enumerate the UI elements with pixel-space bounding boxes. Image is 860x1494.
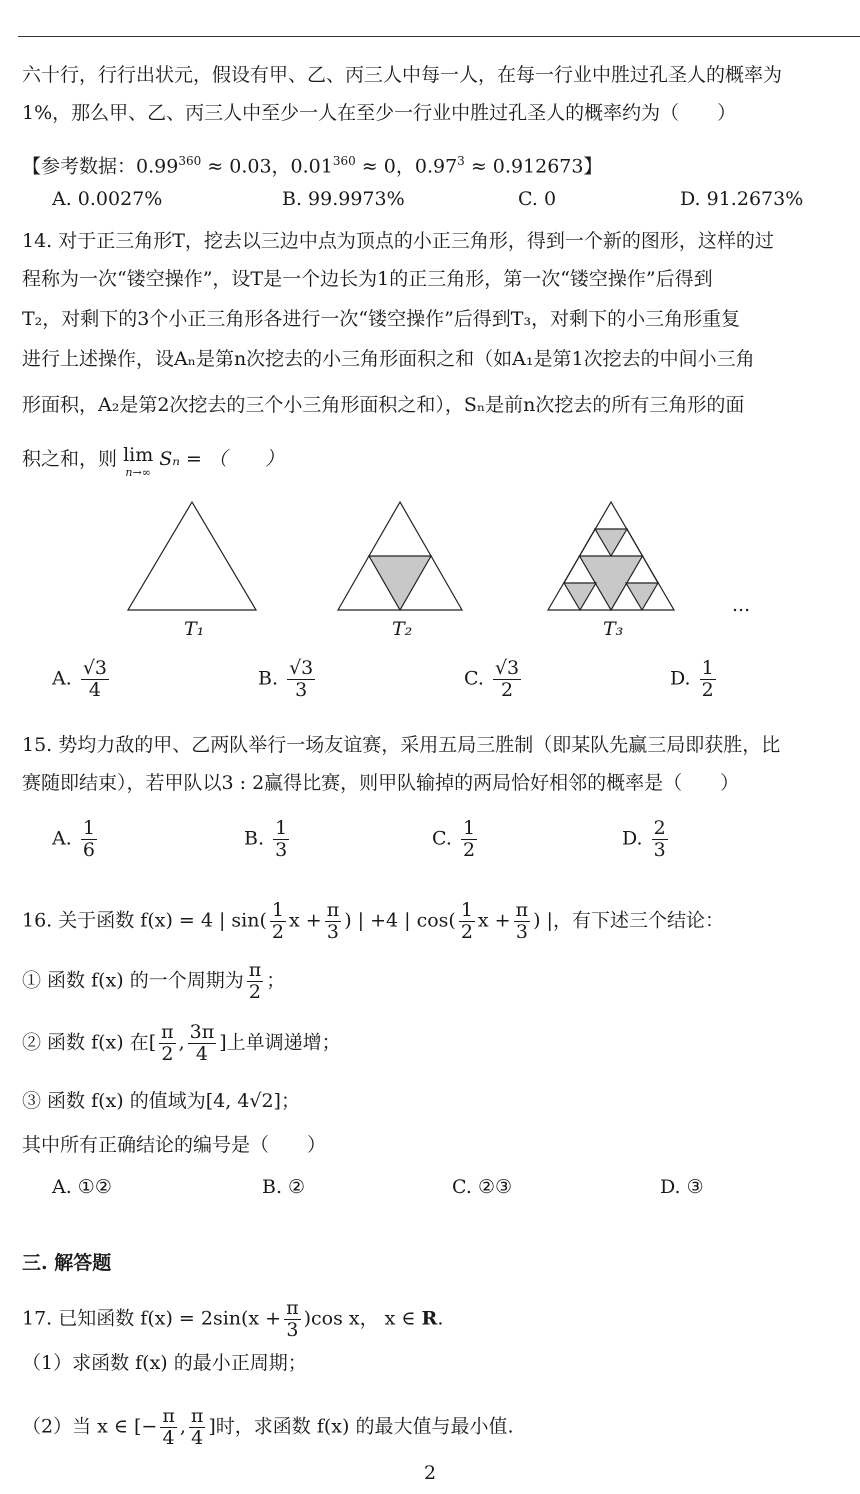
header-rule: [18, 36, 860, 37]
q17-part-2: （2）当 x ∈ [− $\frac{\pi}{4}$ , $\frac{\pi}{4}$ ]时，求函数 f(x) 的最大值与最小值.: [22, 1405, 514, 1449]
figure-label-t3: T₃: [603, 618, 624, 640]
q17-part-1: （1）求函数 f(x) 的最小正周期；: [22, 1352, 307, 1374]
q15-option-a: A. $\frac{1}{6}$: [52, 817, 95, 861]
triangle-t3: [548, 502, 674, 610]
figure-label-t2: T₂: [392, 618, 413, 640]
q16-option-d: D. ③: [660, 1176, 704, 1198]
q16-conclusion-3: ③ 函数 f(x) 的值域为[4, 4√2]；: [22, 1090, 300, 1112]
q16-option-a: A. ①②: [52, 1176, 112, 1198]
q15-option-b: B. $\frac{1}{3}$: [244, 817, 288, 861]
q15-option-c: C. $\frac{1}{2}$: [432, 817, 476, 861]
triangle-t2: [338, 502, 462, 610]
q14-line-1: 14. 对于正三角形T，挖去以三边中点为顶点的小正三角形，得到一个新的图形，这样的过: [22, 230, 774, 252]
q14-option-d: D. $\frac{1}{2}$: [670, 657, 714, 701]
q14-line-5: 形面积，A₂是第2次挖去的三个小三角形面积之和），Sₙ是前n次挖去的所有三角形的面: [22, 394, 745, 416]
q14-line-2: 程称为一次“镂空操作”，设T是一个边长为1的正三角形，第一次“镂空操作”后得到: [22, 268, 713, 290]
limit-operator: lim n→∞: [123, 444, 154, 479]
q14-line-3: T₂，对剩下的3个小正三角形各进行一次“镂空操作”后得到T₃，对剩下的小三角形重复: [22, 308, 741, 330]
q13-option-b: B. 99.9973%: [282, 188, 405, 210]
page-number: 2: [423, 1462, 437, 1484]
q13-line-2: 1%，那么甲、乙、丙三人中至少一人在至少一行业中胜过孔圣人的概率约为（ ）: [22, 102, 737, 124]
q14-option-c: C. $\frac{√3}{2}$: [464, 657, 520, 701]
q16-option-b: B. ②: [262, 1176, 306, 1198]
q15-line-1: 15. 势均力敌的甲、乙两队举行一场友谊赛，采用五局三胜制（即某队先赢三局即获胜，比: [22, 734, 781, 756]
q15-option-d: D. $\frac{2}{3}$: [622, 817, 666, 861]
section-title: 三. 解答题: [22, 1252, 112, 1274]
q16-conclusion-1: ① 函数 f(x) 的一个周期为 $\frac{\pi}{2}$ ；: [22, 959, 286, 1003]
q14-line-6: 积之和，则 lim n→∞ Sₙ = （ ）: [22, 444, 284, 479]
q13-option-d: D. 91.2673%: [680, 188, 804, 210]
q14-option-a: A. $\frac{√3}{4}$: [52, 657, 108, 701]
figure-label-t1: T₁: [184, 618, 205, 640]
q16-option-c: C. ②③: [452, 1176, 513, 1198]
sierpinski-figure: [0, 490, 860, 650]
q14-line-4: 进行上述操作，设Aₙ是第n次挖去的小三角形面积之和（如A₁是第1次挖去的中间小三角: [22, 348, 755, 370]
q13-option-a: A. 0.0027%: [52, 188, 163, 210]
q14-option-b: B. $\frac{√3}{3}$: [258, 657, 314, 701]
triangle-t1: [128, 502, 256, 610]
q16-question: 其中所有正确结论的编号是（ ）: [22, 1134, 327, 1156]
q13-line-1: 六十行，行行出状元，假设有甲、乙、丙三人中每一人，在每一行业中胜过孔圣人的概率为: [22, 64, 783, 86]
q13-option-c: C. 0: [518, 188, 557, 210]
q17-heading: 17. 已知函数 f(x) = 2sin(x + $\frac{\pi}{3}$ )cos x， x ∈ R.: [22, 1297, 444, 1341]
figure-ellipsis: ...: [732, 594, 751, 616]
q13-reference-data: 【参考数据：$0.99^{360} \approx 0.03$，$0.01^{360} \approx 0$，$0.97^3 \approx 0.912673$】: [22, 154, 603, 178]
q15-line-2: 赛随即结束），若甲队以3 : 2赢得比赛，则甲队输掉的两局恰好相邻的概率是（ ）: [22, 772, 740, 794]
q16-conclusion-2: ② 函数 f(x) 在[ $\frac{\pi}{2}$ , $\frac{3\pi}{4}$ ]上单调递增；: [22, 1021, 341, 1065]
q16-heading: 16. 关于函数 f(x) = 4 | sin( $\frac{1}{2}$ x + $\frac{\pi}{3}$ ) | +4 | cos( $\frac{1}{2}$ x + $\frac{\pi}{3}$ ) |，有下述三个结论：: [22, 899, 724, 943]
